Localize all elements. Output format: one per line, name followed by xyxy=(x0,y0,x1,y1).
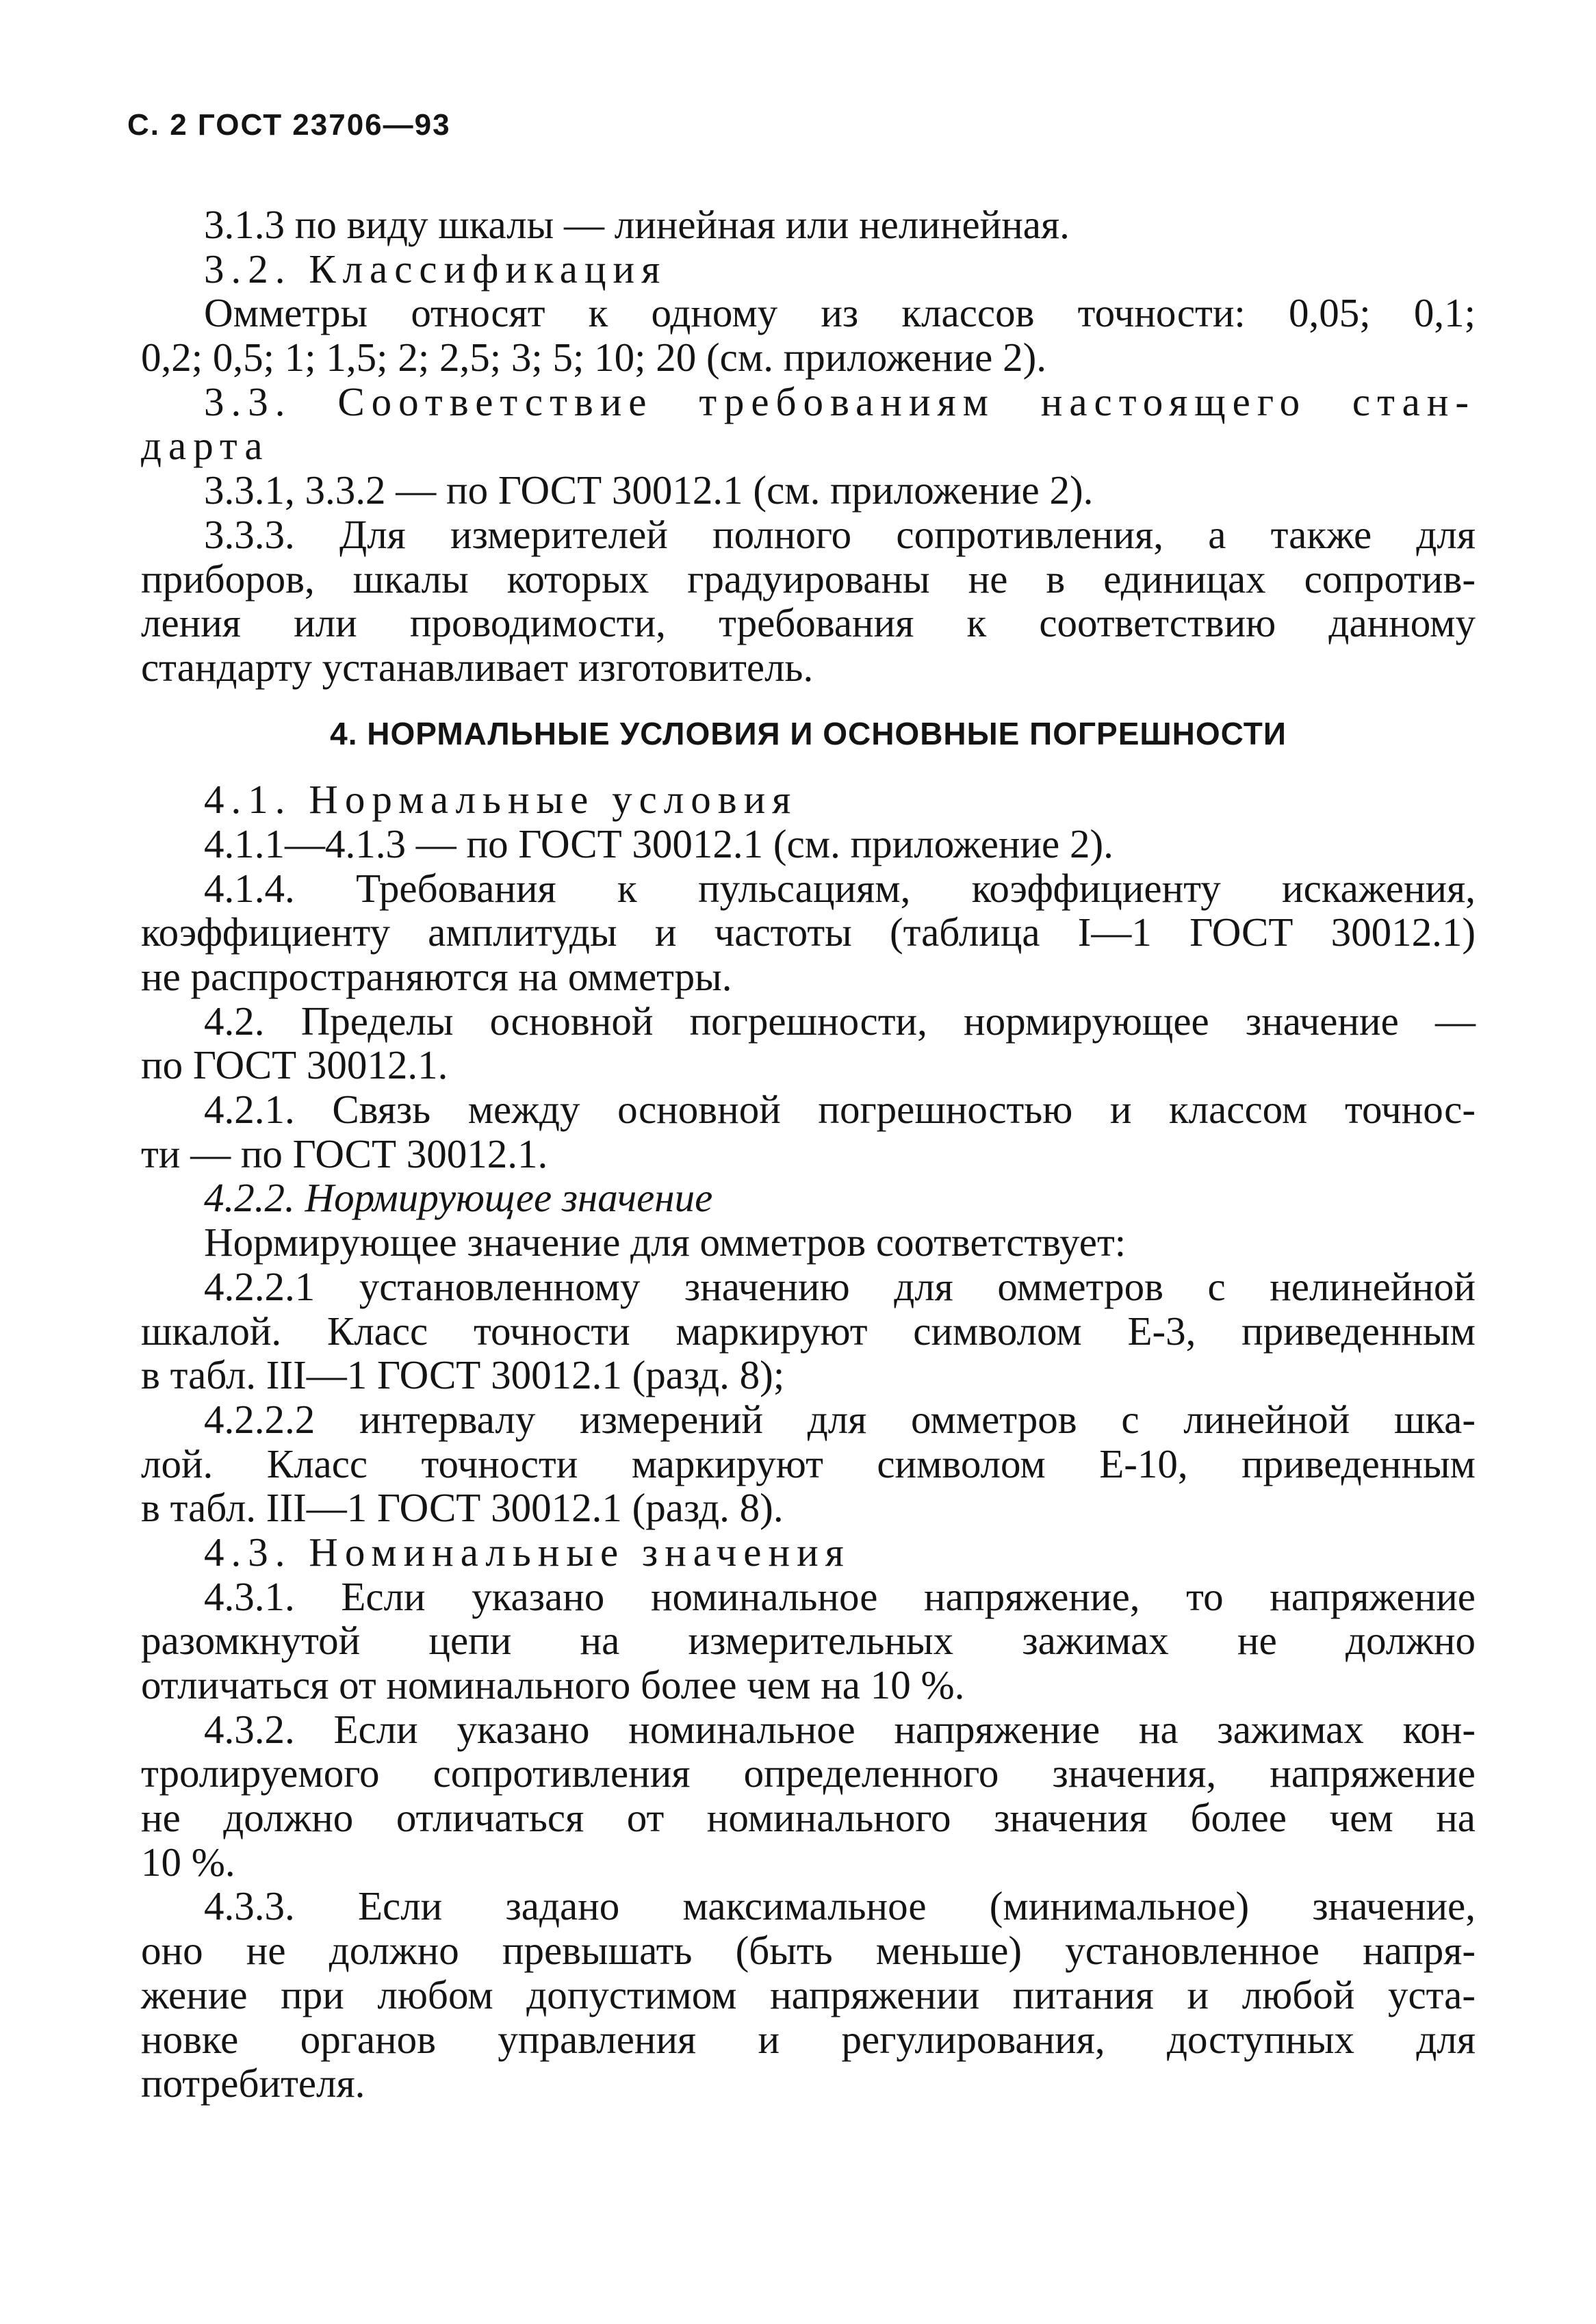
subsection-title: 4.1. Нормальные условия xyxy=(204,777,798,823)
paragraph-line: не должно отличаться от номинального значения более чем на xyxy=(141,1795,1476,1841)
paragraph-line: приборов, шкалы которых градуированы не в единицах сопротив- xyxy=(141,556,1476,602)
paragraph-line: 3.3.1, 3.3.2 — по ГОСТ 30012.1 (см. приложение 2). xyxy=(204,467,1094,513)
paragraph-line: 10 %. xyxy=(141,1839,235,1885)
subsection-title: 3.3. Соответствие требованиям настоящего стан- xyxy=(204,378,1476,424)
paragraph-line: 4.1.1—4.1.3 — по ГОСТ 30012.1 (см. приложение 2). xyxy=(204,821,1114,866)
paragraph-line: коэффициенту амплитуды и частоты (таблица I—1 ГОСТ 30012.1) xyxy=(141,909,1476,955)
paragraph-line: шкалой. Класс точности маркируют символом Е-3, приведенным xyxy=(141,1308,1476,1354)
paragraph-line: новке органов управления и регулирования, доступных для xyxy=(141,2016,1476,2062)
paragraph-line: разомкнутой цепи на измерительных зажимах не должно xyxy=(141,1618,1476,1664)
paragraph-line: ти — по ГОСТ 30012.1. xyxy=(141,1131,548,1176)
paragraph-line: 3.3.3. Для измерителей полного сопротивления, а также для xyxy=(204,511,1476,557)
subsection-title-cont: дарта xyxy=(141,423,270,469)
paragraph-line: 4.2.2.2 интервалу измерений для омметров с линейной шка- xyxy=(204,1396,1476,1442)
paragraph-line: Нормирующее значение для омметров соответствует: xyxy=(204,1219,1127,1265)
paragraph-line: 3.1.3 по виду шкалы — линейная или нелинейная. xyxy=(204,202,1070,247)
page-header: С. 2 ГОСТ 23706—93 xyxy=(127,108,451,142)
paragraph-line: 0,2; 0,5; 1; 1,5; 2; 2,5; 3; 5; 10; 20 (см. приложение 2). xyxy=(141,335,1046,380)
section-heading: 4. НОРМАЛЬНЫЕ УСЛОВИЯ И ОСНОВНЫЕ ПОГРЕШНОСТИ xyxy=(330,715,1287,751)
paragraph-line: по ГОСТ 30012.1. xyxy=(141,1042,448,1088)
document-body xyxy=(141,203,1476,2106)
paragraph-line: 4.3.3. Если задано максимальное (минимальное) значение, xyxy=(204,1883,1476,1929)
paragraph-line: стандарту устанавливает изготовитель. xyxy=(141,644,814,690)
paragraph-line: потребителя. xyxy=(141,2061,365,2106)
paragraph-line: оно не должно превышать (быть меньше) установленное напря- xyxy=(141,1928,1476,1974)
paragraph-line: не распространяются на омметры. xyxy=(141,954,732,999)
paragraph-line: Омметры относят к одному из классов точности: 0,05; 0,1; xyxy=(204,290,1476,336)
paragraph-line: лой. Класс точности маркируют символом Е-10, приведенным xyxy=(141,1441,1476,1486)
paragraph-line: 4.2.2.1 установленному значению для омметров с нелинейной xyxy=(204,1263,1476,1309)
subsection-title-italic: 4.2.2. Нормирующее значение xyxy=(204,1175,713,1221)
paragraph-line: в табл. III—1 ГОСТ 30012.1 (разд. 8); xyxy=(141,1352,785,1398)
subsection-title: 4.3. Номинальные значения xyxy=(204,1529,851,1575)
paragraph-line: ления или проводимости, требования к соответствию данному xyxy=(141,600,1476,646)
paragraph-line: отличаться от номинального более чем на 10 %. xyxy=(141,1662,965,1707)
paragraph-line: 4.3.1. Если указано номинальное напряжение, то напряжение xyxy=(204,1573,1476,1619)
paragraph-line: 4.1.4. Требования к пульсациям, коэффициенту искажения, xyxy=(204,865,1476,911)
subsection-title: 3.2. Классификация xyxy=(204,246,667,292)
paragraph-line: 4.2.1. Связь между основной погрешностью и классом точнос- xyxy=(204,1087,1476,1133)
paragraph-line: тролируемого сопротивления определенного значения, напряжение xyxy=(141,1751,1476,1796)
paragraph-line: 4.3.2. Если указано номинальное напряжение на зажимах кон- xyxy=(204,1706,1476,1752)
paragraph-line: в табл. III—1 ГОСТ 30012.1 (разд. 8). xyxy=(141,1485,784,1531)
paragraph-line: жение при любом допустимом напряжении питания и любой уста- xyxy=(141,1972,1476,2017)
paragraph-line: 4.2. Пределы основной погрешности, нормирующее значение — xyxy=(204,998,1476,1044)
